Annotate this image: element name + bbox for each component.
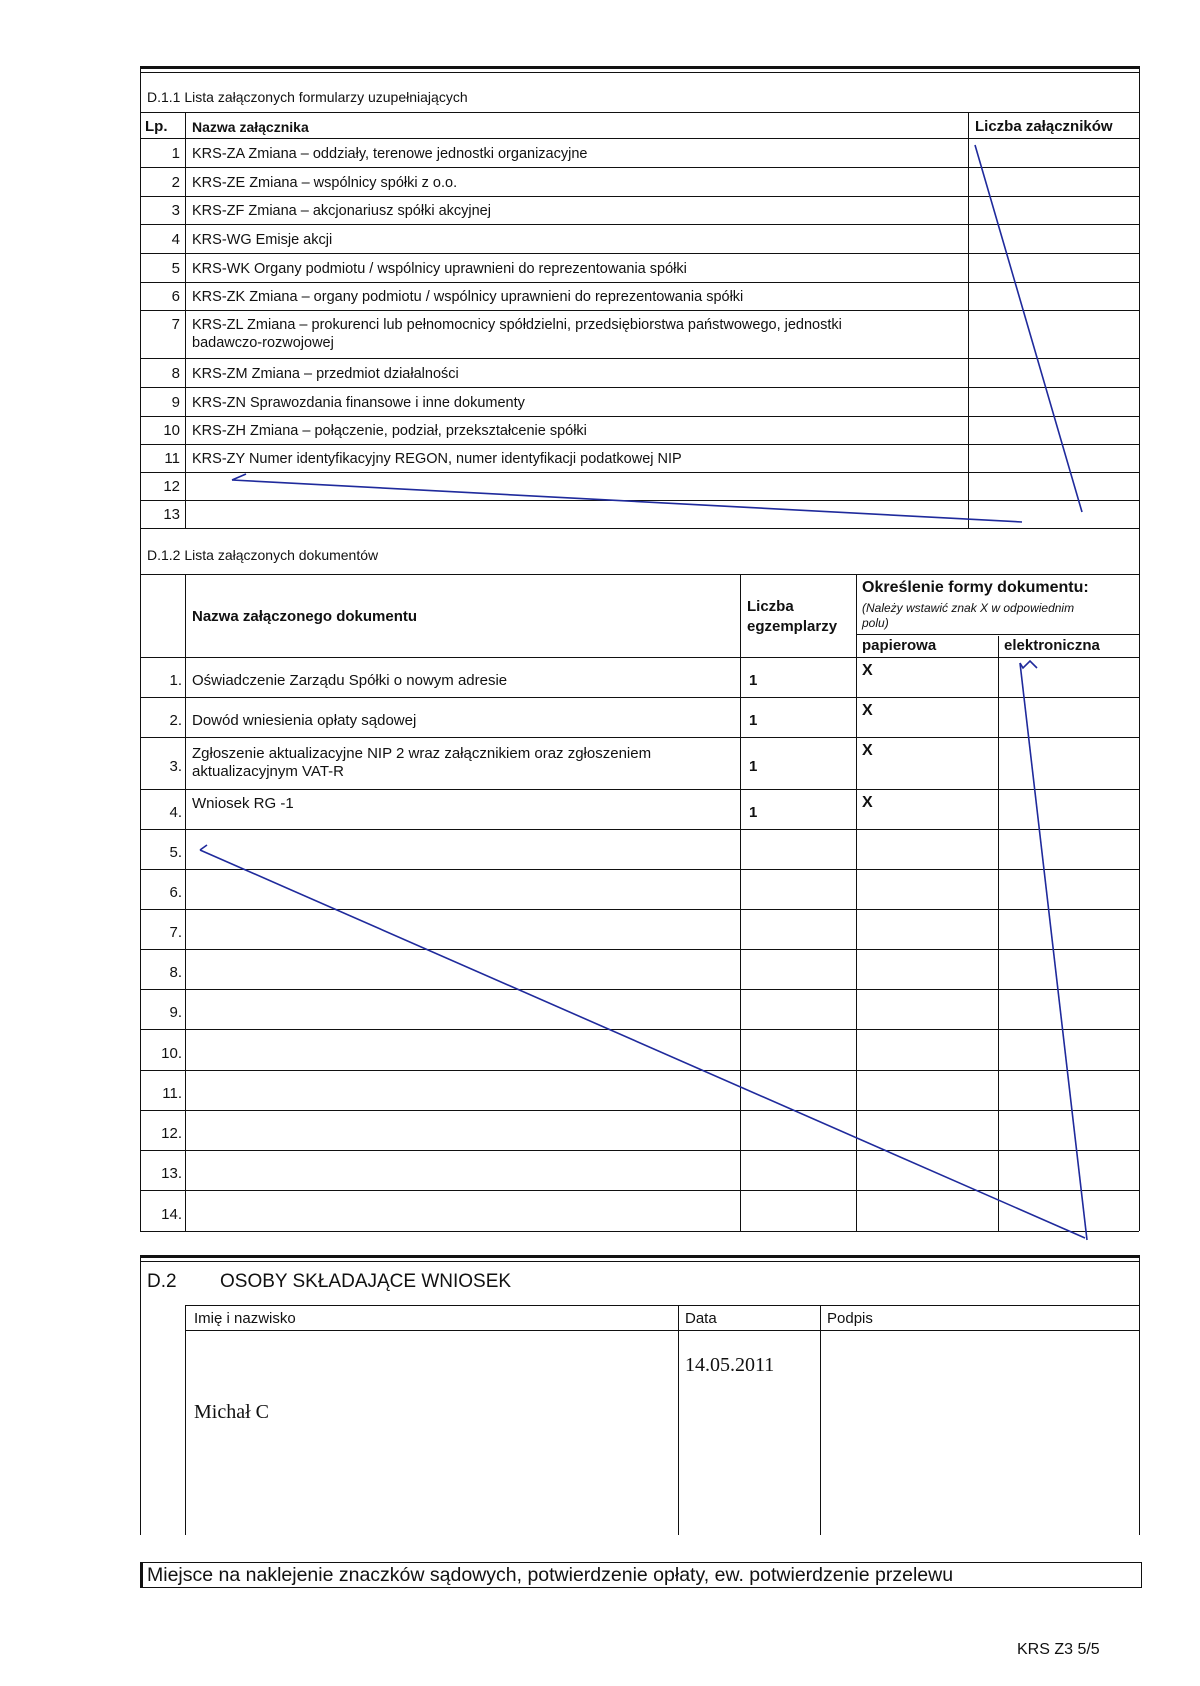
d11-row-name: KRS-ZL Zmiana – prokurenci lub pełnomocnicy spółdzielni, przedsiębiorstwa państwowego, jednostki <box>192 317 842 333</box>
d12-row-rule <box>140 1070 1139 1071</box>
d12-row-rule <box>140 1029 1139 1030</box>
d12-title: D.1.2 Lista załączonych dokumentów <box>147 547 379 563</box>
d11-row-name: KRS-WG Emisje akcji <box>192 232 333 248</box>
d12-row-lp: 10. <box>161 1045 182 1062</box>
d11-row-rule <box>140 282 1139 283</box>
d11-row-name: KRS-ZY Numer identyfikacyjny REGON, numer identyfikacji podatkowej NIP <box>192 451 682 467</box>
d11-row-rule <box>140 387 1139 388</box>
d2-header-top <box>185 1305 1139 1306</box>
d2-header-bottom <box>185 1330 1139 1331</box>
d2-top-rule-thick <box>140 1255 1139 1258</box>
d12-row-lp: 1. <box>169 672 182 689</box>
d12-row-rule <box>140 1150 1139 1151</box>
d11-row-lp: 5 <box>171 260 180 277</box>
d12-header-name: Nazwa załączonego dokumentu <box>192 608 418 625</box>
d11-row-name: KRS-ZE Zmiana – wspólnicy spółki z o.o. <box>192 175 458 191</box>
d11-row-name-cont: badawczo-rozwojowej <box>192 335 334 351</box>
d12-row-lp: 11. <box>162 1085 182 1102</box>
d12-row-lp: 3. <box>169 758 182 775</box>
d12-row-lp: 5. <box>169 844 182 861</box>
d11-row-lp: 3 <box>171 202 180 219</box>
d12-row-rule <box>140 1110 1139 1111</box>
strike-d12-electronic-column <box>1020 663 1087 1240</box>
d12-col-divider-form <box>998 636 999 1231</box>
d12-row-rule <box>140 789 1139 790</box>
d11-row-name: KRS-ZM Zmiana – przedmiot działalności <box>192 366 459 382</box>
d11-row-lp: 9 <box>171 394 180 411</box>
d12-row-count: 1 <box>749 758 758 775</box>
d12-row-lp: 8. <box>169 964 182 981</box>
d11-top-rule-thick <box>140 66 1139 69</box>
d11-row-lp: 2 <box>171 174 180 191</box>
d2-header-signature: Podpis <box>827 1310 873 1327</box>
d12-row-lp: 14. <box>161 1206 182 1223</box>
d12-row-name: Wniosek RG -1 <box>192 795 294 812</box>
d11-top-rule-thin <box>140 72 1139 73</box>
d11-row-lp: 1 <box>171 145 180 162</box>
d12-row-lp: 2. <box>169 712 182 729</box>
d11-row-lp: 12 <box>163 478 180 495</box>
d2-code: D.2 <box>147 1271 177 1292</box>
d2-left-border <box>140 1255 141 1535</box>
d11-row-name: KRS-ZH Zmiana – połączenie, podział, przekształcenie spółki <box>192 423 587 439</box>
d12-row-paper-mark: X <box>862 662 873 679</box>
d11-header-count: Liczba załączników <box>975 118 1113 135</box>
strike-d12-electronic-hook <box>1020 661 1037 668</box>
d11-header-lp: Lp. <box>145 118 168 135</box>
d12-row-name: Dowód wniesienia opłaty sądowej <box>192 712 417 729</box>
d12-row-rule <box>140 697 1139 698</box>
d2-top-rule-thin <box>140 1261 1139 1262</box>
d11-col-divider-2 <box>968 112 969 528</box>
d11-row-rule <box>140 444 1139 445</box>
d11-row-name: KRS-ZN Sprawozdania finansowe i inne dokumenty <box>192 395 525 411</box>
d12-row-paper-mark: X <box>862 702 873 719</box>
d11-row-lp: 10 <box>163 422 180 439</box>
d12-header-top <box>140 574 1139 575</box>
d12-row-lp: 9. <box>169 1004 182 1021</box>
d12-row-lp: 7. <box>169 924 182 941</box>
d11-row-name: KRS-WK Organy podmiotu / wspólnicy uprawnieni do reprezentowania spółki <box>192 261 687 277</box>
d11-row-rule <box>140 416 1139 417</box>
page-footer: KRS Z3 5/5 <box>1017 1641 1100 1658</box>
strike-d11-empty-rows <box>232 480 1022 522</box>
d2-col-divider-sign <box>820 1305 821 1535</box>
d12-row-rule <box>140 869 1139 870</box>
d2-header-date: Data <box>685 1310 717 1327</box>
d12-row-lp: 13. <box>161 1165 182 1182</box>
strike-d11-count-column <box>975 145 1082 512</box>
d12-row-count: 1 <box>749 672 758 689</box>
d12-header-bottom <box>140 657 1139 658</box>
d11-col-divider-1 <box>185 112 186 528</box>
d2-col-divider-date <box>678 1305 679 1535</box>
d11-row-rule <box>140 253 1139 254</box>
d11-row-rule <box>140 358 1139 359</box>
d11-row-rule <box>140 310 1139 311</box>
d12-header-paper: papierowa <box>862 637 937 654</box>
d11-row-name: KRS-ZK Zmiana – organy podmiotu / wspólnicy uprawnieni do reprezentowania spółki <box>192 289 744 305</box>
d11-row-lp: 13 <box>163 506 180 523</box>
d12-row-rule <box>140 1190 1139 1191</box>
d11-right-border <box>1139 66 1140 528</box>
d12-col-divider-name <box>740 574 741 1231</box>
d2-person-name: Michał C <box>194 1401 269 1423</box>
d12-row-rule <box>140 949 1139 950</box>
d2-person-date: 14.05.2011 <box>685 1354 775 1376</box>
d2-title: OSOBY SKŁADAJĄCE WNIOSEK <box>220 1271 512 1292</box>
d12-header-form-note-2: polu) <box>862 616 889 630</box>
d12-row-name-cont: aktualizacyjnym VAT-R <box>192 763 344 780</box>
d11-row-rule <box>140 196 1139 197</box>
d12-row-lp: 4. <box>169 804 182 821</box>
d2-col-divider-left <box>185 1305 186 1535</box>
d12-header-count-1: Liczba <box>747 598 794 615</box>
d12-row-rule <box>140 989 1139 990</box>
d12-row-paper-mark: X <box>862 742 873 759</box>
d12-header-form-title: Określenie formy dokumentu: <box>862 579 1089 596</box>
d12-col-divider-count <box>856 574 857 1231</box>
d12-header-count-2: egzemplarzy <box>747 618 838 635</box>
d12-row-name: Oświadczenie Zarządu Spółki o nowym adresie <box>192 672 508 689</box>
d12-row-rule <box>140 1231 1139 1232</box>
d12-header-electronic: elektroniczna <box>1004 637 1100 654</box>
strike-d11-tick <box>232 474 246 480</box>
d12-right-border <box>1139 528 1140 1231</box>
d11-row-lp: 8 <box>171 365 180 382</box>
d2-header-name: Imię i nazwisko <box>194 1310 296 1327</box>
d11-row-lp: 4 <box>171 231 180 248</box>
d11-header-name: Nazwa załącznika <box>192 119 309 135</box>
d11-title: D.1.1 Lista załączonych formularzy uzupełniających <box>147 89 468 105</box>
d11-row-name: KRS-ZF Zmiana – akcjonariusz spółki akcyjnej <box>192 203 491 219</box>
d11-row-rule <box>140 472 1139 473</box>
d11-row-lp: 11 <box>164 450 180 467</box>
d2-right-border <box>1139 1255 1140 1535</box>
d12-col-divider-lp <box>185 574 186 1231</box>
d12-row-lp: 12. <box>161 1125 182 1142</box>
d12-header-form-note-1: (Należy wstawić znak X w odpowiednim <box>862 601 1075 615</box>
stamp-area-label: Miejsce na naklejenie znaczków sądowych, potwierdzenie opłaty, ew. potwierdzenie przelewu <box>147 1564 954 1586</box>
d12-row-rule <box>140 829 1139 830</box>
d12-row-name: Zgłoszenie aktualizacyjne NIP 2 wraz załącznikiem oraz zgłoszeniem <box>192 745 652 762</box>
d11-row-lp: 6 <box>171 288 180 305</box>
d11-row-lp: 7 <box>171 316 180 333</box>
d11-row-rule <box>140 167 1139 168</box>
d11-row-rule <box>140 528 1139 529</box>
d12-row-count: 1 <box>749 712 758 729</box>
d11-row-rule <box>140 224 1139 225</box>
d11-row-name: KRS-ZA Zmiana – oddziały, terenowe jednostki organizacyjne <box>192 146 588 162</box>
d12-row-lp: 6. <box>169 884 182 901</box>
d11-header-bottom <box>140 138 1139 139</box>
d12-header-form-rule <box>856 634 1139 635</box>
d12-row-paper-mark: X <box>862 794 873 811</box>
d12-row-rule <box>140 909 1139 910</box>
d11-header-top <box>140 112 1139 113</box>
d12-row-rule <box>140 737 1139 738</box>
d11-row-rule <box>140 500 1139 501</box>
d12-row-count: 1 <box>749 804 758 821</box>
strike-d12-tick <box>200 845 207 850</box>
